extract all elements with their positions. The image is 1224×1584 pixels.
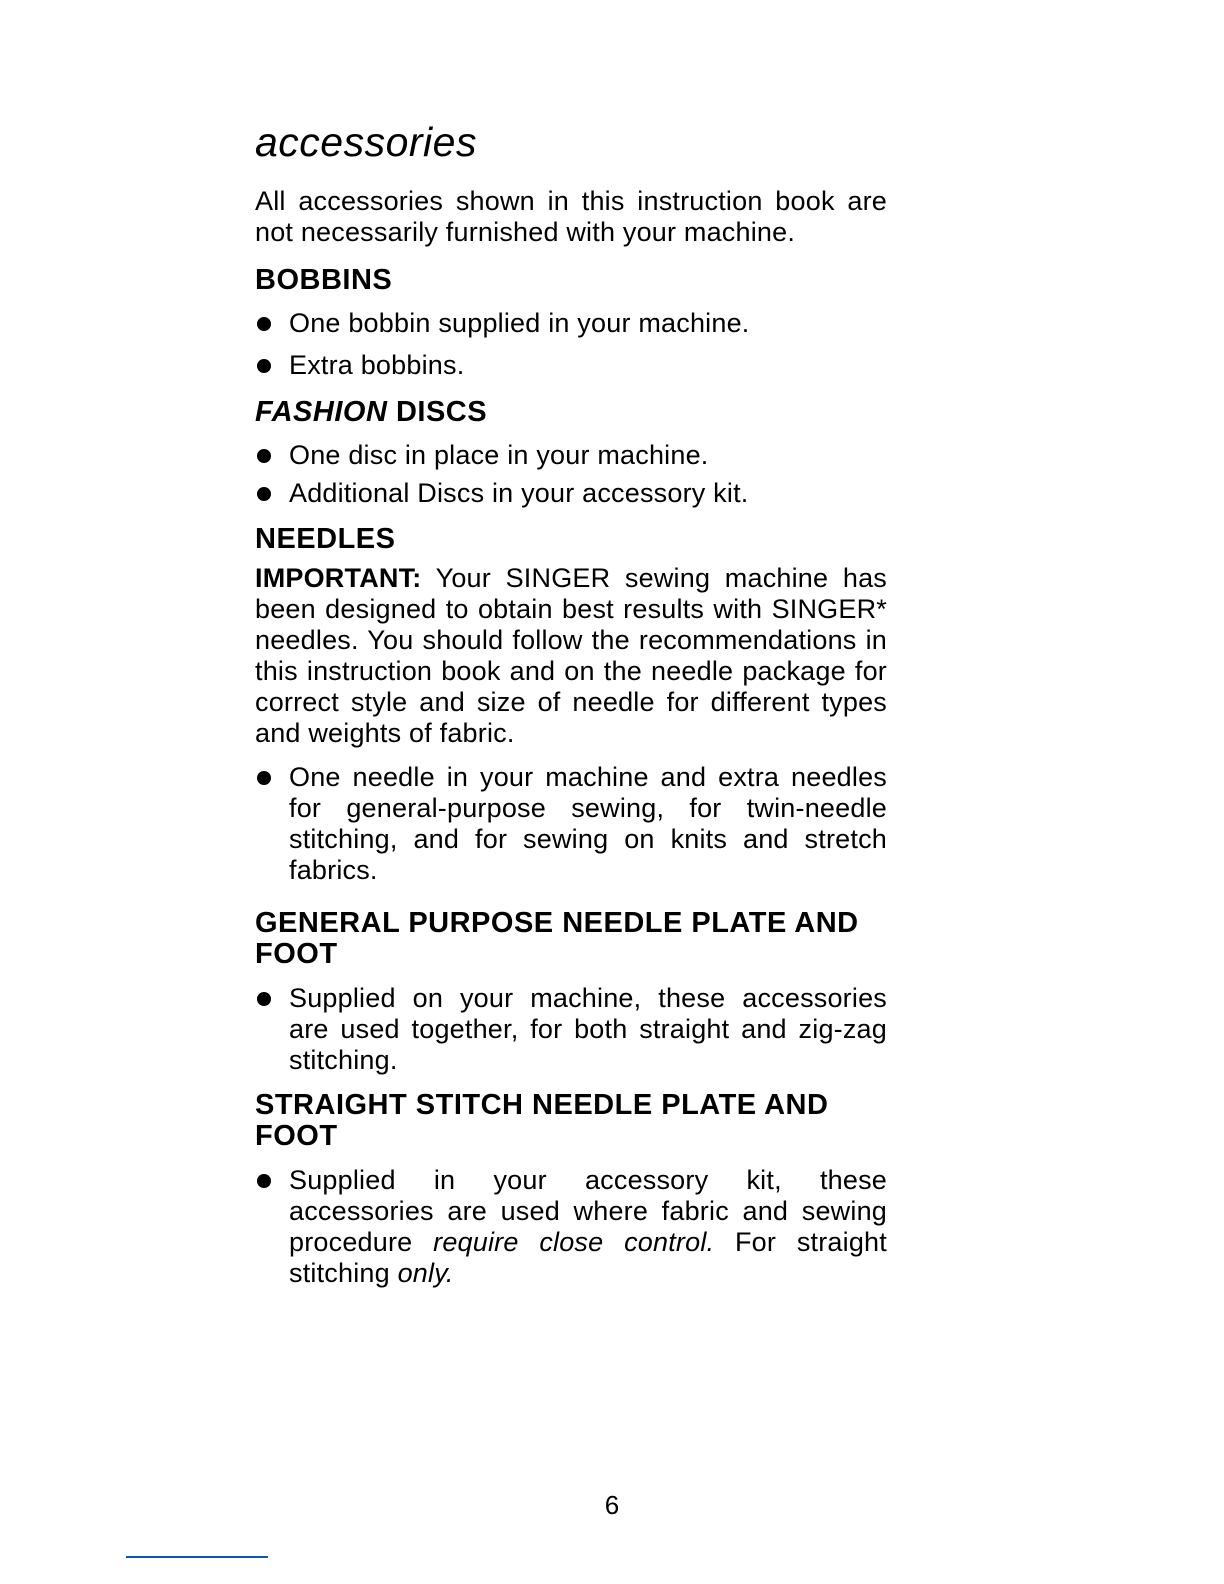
list-item: One bobbin supplied in your machine. [255,308,887,339]
bullet-icon [257,1174,271,1188]
list-item: One needle in your machine and extra needles for general-purpose sewing, for twin-needle stitching, and for sewing on knits and stretch fabrics. [255,762,887,886]
page-title: accessories [255,119,477,165]
bullet-icon [257,317,271,331]
bullet-icon [257,359,271,373]
list-item: Supplied on your machine, these accessories are used together, for both straight and zig-zag stitching. [255,983,887,1076]
list-item: Supplied in your accessory kit, these accessories are used where fabric and sewing procedure require close control. For straight stitching only. [255,1165,887,1289]
important-paragraph: IMPORTANT: Your SINGER sewing machine has been designed to obtain best results with SINGER* needles. You should follow the recommendations in this instruction book and on the needle package for correct style and size of needle for different types and weights of fabric. [255,563,887,748]
needles-heading: NEEDLES [255,523,396,555]
bullet-icon [257,487,271,501]
page-content [255,118,887,1289]
page-number: 6 [604,1490,620,1520]
list-item: Additional Discs in your accessory kit. [255,478,887,509]
list-item: One disc in place in your machine. [255,440,887,471]
bullet-icon [257,771,271,785]
bobbins-heading: BOBBINS [255,264,393,296]
list-item: Extra bobbins. [255,350,887,381]
footer-rule [126,1556,268,1558]
general-purpose-heading: GENERAL PURPOSE NEEDLE PLATE AND FOOT [255,907,859,970]
straight-stitch-heading: STRAIGHT STITCH NEEDLE PLATE AND FOOT [255,1089,829,1152]
fashion-discs-heading: FASHION DISCS [255,396,488,428]
intro-paragraph: All accessories shown in this instruction book are not necessarily furnished with your machine. [255,186,887,247]
bullet-icon [257,449,271,463]
bullet-icon [257,992,271,1006]
